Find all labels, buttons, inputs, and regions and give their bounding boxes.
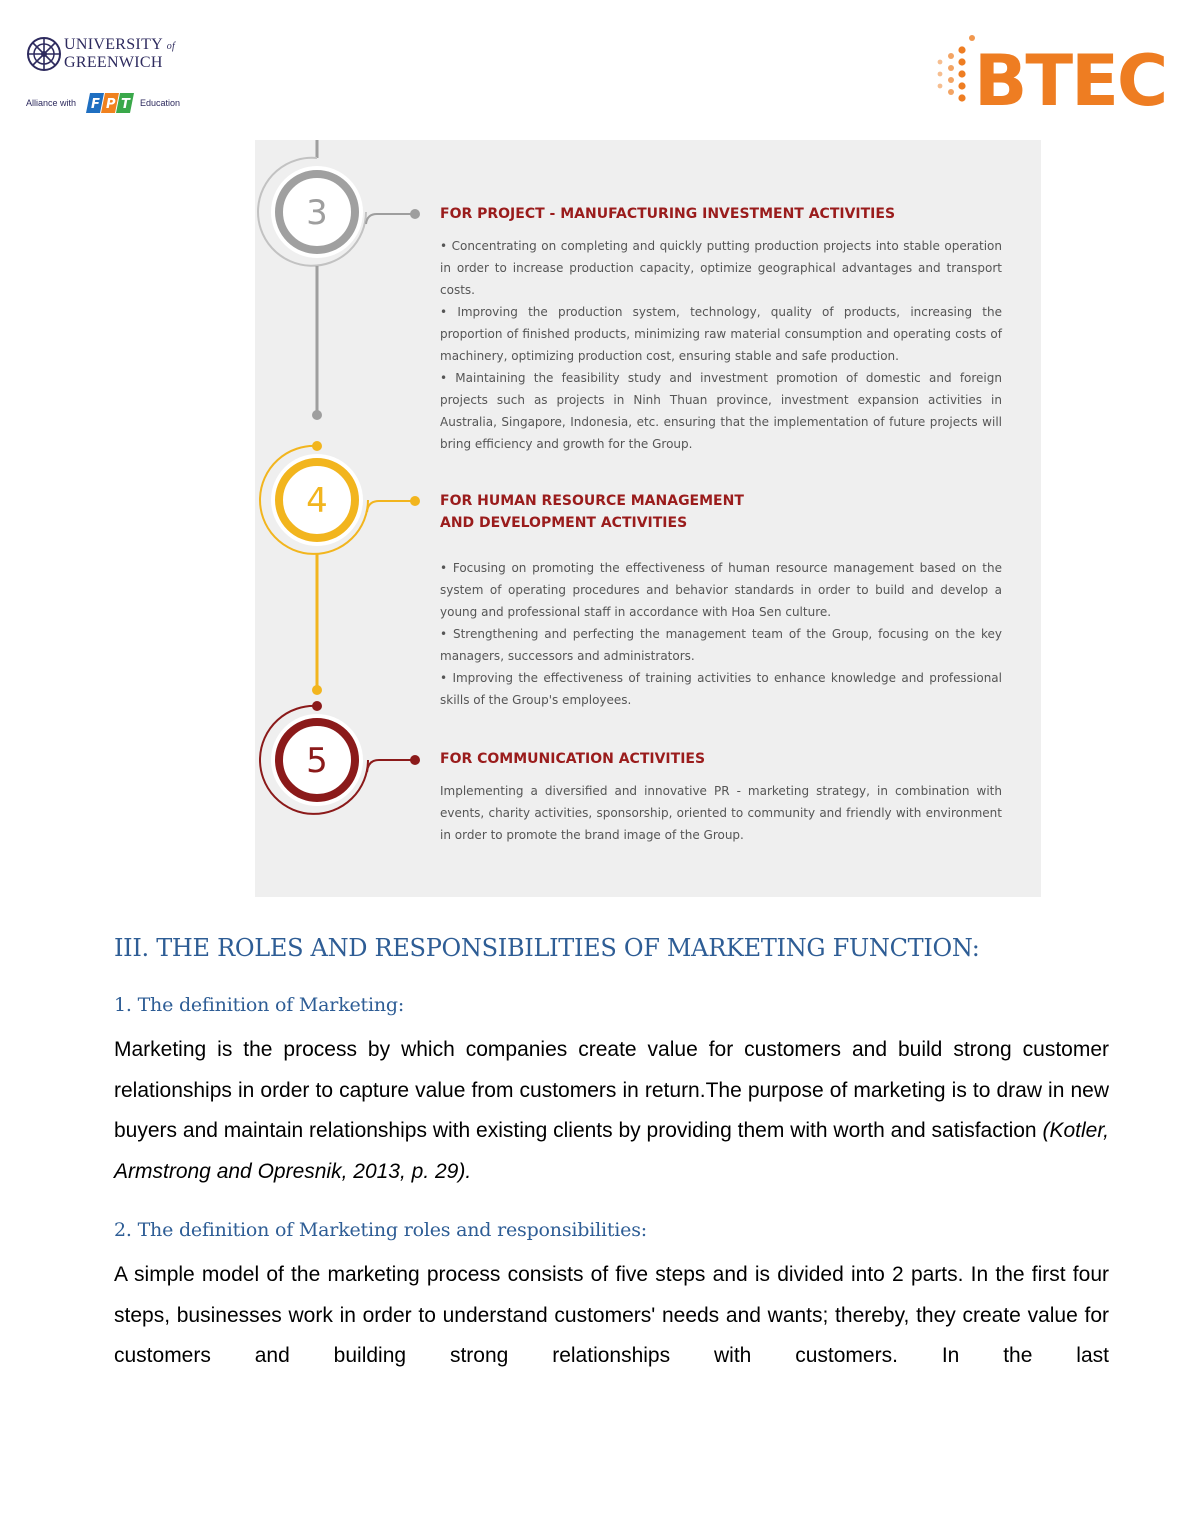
- subheading-roles-responsibilities: 2. The definition of Marketing roles and responsibilities:: [114, 1219, 647, 1241]
- alliance-suffix: Education: [140, 98, 181, 108]
- svg-text:T: T: [121, 97, 130, 112]
- paragraph-definition: [114, 1030, 1109, 1192]
- university-name: UNIVERSITY of GREENWICH: [64, 36, 176, 71]
- svg-text:P: P: [106, 97, 116, 112]
- btec-logo: [934, 32, 1168, 110]
- section-5-bullet: Implementing a diversified and innovative PR - marketing strategy, in combination with events, charity activities, sponsorship, oriented to community and friendly with environment in order to promote the brand image of the Group.: [440, 784, 1002, 842]
- svg-text:F: F: [91, 97, 100, 112]
- step-number-4: 4: [306, 481, 328, 521]
- university-crest-icon: [26, 36, 62, 72]
- section-3-bullet: • Improving the production system, technology, quality of products, increasing the proportion of finished products, minimizing raw material consumption and operating costs of machinery, optimizing production cost, ensuring stable and safe production.: [440, 305, 1002, 363]
- fpt-logo-icon: [86, 90, 138, 116]
- university-greenwich-logo: [26, 36, 196, 120]
- section-4-bullet: • Strengthening and perfecting the management team of the Group, focusing on the key managers, successors and administrators.: [440, 627, 1002, 663]
- citation: (Kotler, Armstrong and Opresnik, 2013, p. 29).: [114, 1119, 1109, 1183]
- subheading-definition-marketing: 1. The definition of Marketing:: [114, 994, 405, 1016]
- section-3-bullet: • Concentrating on completing and quickly putting production projects into stable operation in order to increase production capacity, optimize geographical advantages and transport costs.: [440, 239, 1002, 297]
- section-3-title: FOR PROJECT - MANUFACTURING INVESTMENT ACTIVITIES: [440, 206, 896, 222]
- svg-text:BTEC: BTEC: [974, 40, 1167, 110]
- paragraph-roles: A simple model of the marketing process consists of five steps and is divided into 2 parts. In the first four steps, businesses work in order to understand customers' needs and wants; thereby, they create value for customers and building strong relationships with customers. In the last: [114, 1263, 1109, 1367]
- step-number-5: 5: [306, 741, 328, 781]
- section-4-bullet: • Focusing on promoting the effectiveness of human resource management based on the system of operating procedures and behavior standards in order to build and develop a young and professional staff in accordance with Hoa Sen culture.: [440, 561, 1002, 619]
- paragraph-definition-text: Marketing is the process by which companies create value for customers and build strong customer relationships in order to capture value from customers in return.The purpose of marketing is to draw in new buyers and maintain relationships with existing clients by providing them with worth and satisfaction: [114, 1038, 1109, 1142]
- alliance-fpt: [26, 90, 196, 116]
- section-4-body: [440, 557, 1002, 711]
- alliance-prefix: Alliance with: [26, 98, 77, 108]
- section-3-body: [440, 235, 1002, 455]
- section-3-bullet: • Maintaining the feasibility study and investment promotion of domestic and foreign projects such as projects in Ninh Thuan province, investment expansion activities in Australia, Singapore, Indonesia, etc. ensuring that the implementation of future projects will bring efficiency and growth for the Group.: [440, 371, 1002, 451]
- step-number-3: 3: [306, 193, 328, 233]
- section-4-title: FOR HUMAN RESOURCE MANAGEMENT AND DEVELOPMENT ACTIVITIES: [440, 493, 744, 531]
- section-heading: III. THE ROLES AND RESPONSIBILITIES OF MARKETING FUNCTION:: [114, 934, 980, 962]
- infographic-panel: [255, 140, 1041, 897]
- section-5-title: FOR COMMUNICATION ACTIVITIES: [440, 751, 706, 767]
- section-4-bullet: • Improving the effectiveness of training activities to enhance knowledge and professional skills of the Group's employees.: [440, 671, 1002, 707]
- section-5-body: [440, 780, 1002, 846]
